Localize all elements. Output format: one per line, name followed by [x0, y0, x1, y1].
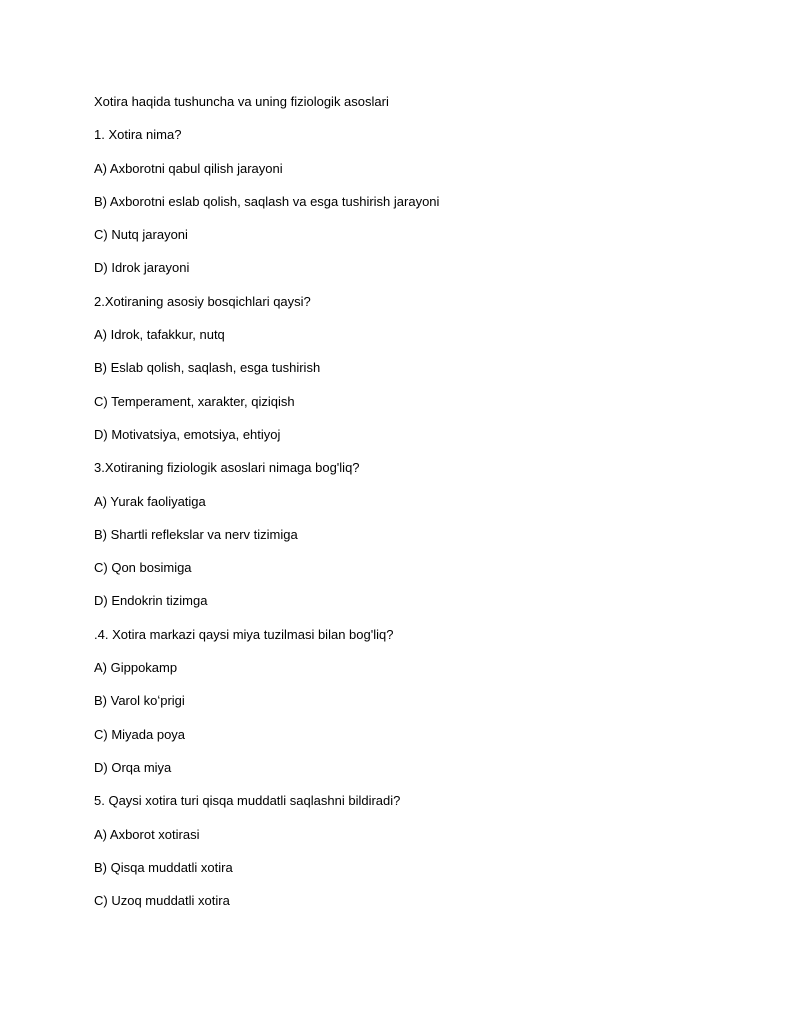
question-4: .4. Xotira markazi qaysi miya tuzilmasi bilan bog'liq?	[94, 626, 394, 642]
question-4-option-b: B) Varol koʻprigi	[94, 693, 185, 709]
question-3-option-c: C) Qon bosimiga	[94, 560, 192, 576]
question-3-option-b: B) Shartli reflekslar va nerv tizimiga	[94, 526, 298, 542]
question-4-option-c: C) Miyada poya	[94, 726, 186, 742]
question-1-option-c: C) Nutq jarayoni	[94, 227, 188, 243]
question-3-option-d: D) Endokrin tizimga	[94, 593, 208, 609]
question-2-option-c: C) Temperament, xarakter, qiziqish	[94, 393, 295, 409]
question-2-option-a: A) Idrok, tafakkur, nutq	[94, 327, 225, 343]
question-1-option-d: D) Idrok jarayoni	[94, 260, 190, 276]
question-2: 2.Xotiraning asosiy bosqichlari qaysi?	[94, 293, 311, 309]
question-2-option-d: D) Motivatsiya, emotsiya, ehtiyoj	[94, 426, 281, 442]
question-5-option-a: A) Axborot xotirasi	[94, 826, 200, 842]
question-5-option-c: C) Uzoq muddatli xotira	[94, 893, 230, 909]
document-content	[94, 93, 734, 925]
question-3-option-a: A) Yurak faoliyatiga	[94, 493, 206, 509]
document-title: Xotira haqida tushuncha va uning fiziologik asoslari	[94, 94, 389, 109]
question-5-option-b: B) Qisqa muddatli xotira	[94, 859, 233, 875]
question-1-option-a: A) Axborotni qabul qilish jarayoni	[94, 160, 283, 176]
question-1-option-b: B) Axborotni eslab qolish, saqlash va esga tushirish jarayoni	[94, 193, 440, 209]
question-3: 3.Xotiraning fiziologik asoslari nimaga bog'liq?	[94, 460, 360, 476]
question-1: 1. Xotira nima?	[94, 127, 182, 143]
question-4-option-a: A) Gippokamp	[94, 660, 178, 676]
question-2-option-b: B) Eslab qolish, saqlash, esga tushirish	[94, 360, 321, 376]
question-5: 5. Qaysi xotira turi qisqa muddatli saqlashni bildiradi?	[94, 793, 401, 809]
question-4-option-d: D) Orqa miya	[94, 759, 172, 775]
